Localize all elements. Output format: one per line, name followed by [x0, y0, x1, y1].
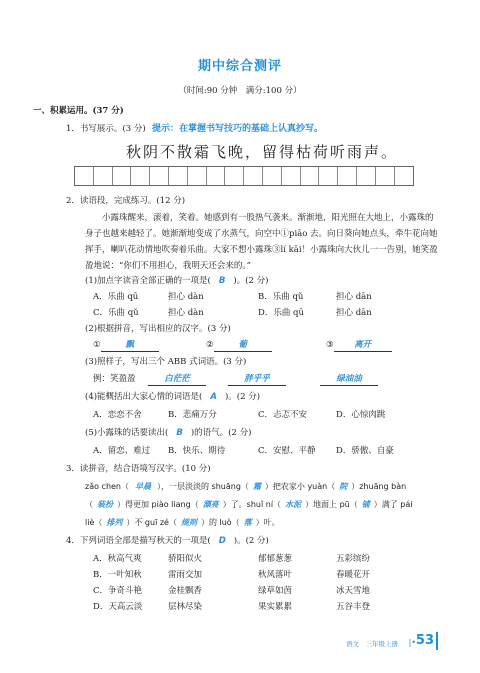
page-accent-bar — [436, 632, 438, 650]
q4-option-cell: 金桂飘香 — [168, 586, 203, 596]
q4-option-cell: 雷雨交加 — [168, 570, 203, 580]
grid-cell[interactable] — [207, 167, 226, 185]
grid-cell[interactable] — [169, 167, 188, 185]
grid-cell[interactable] — [301, 167, 320, 185]
q4-option-cell: 五彩缤纷 — [336, 554, 371, 564]
grid-cell[interactable] — [319, 167, 338, 185]
q3-line-2: （ 装扮 ）得更加 piào liang（ 漂亮 ）了。shuǐ ní（ 水泥 ）地面上 pū（ 铺 ）满了 pái — [85, 500, 413, 509]
option-c-2: 担心 dàn — [168, 308, 204, 318]
option-b: B．乐曲 qǔ — [258, 292, 304, 302]
grid-cell[interactable] — [395, 167, 414, 185]
question-4-label: 4．下列词语全部是描写秋天的一项是( D )。(2 分) — [66, 536, 269, 546]
abb-answer-2: 胖乎乎 — [228, 374, 286, 386]
grid-cell[interactable] — [338, 167, 357, 185]
q4-option-cell: 果实累累 — [258, 602, 293, 612]
q2-4-option-b: B．悲痛万分 — [168, 410, 217, 420]
q3-line-1: zǎo chen（ 早晨 ），一层淡淡的 shuāng（ 霜 ）把农家小 yuàn（ 院 ）zhuāng bàn — [85, 482, 407, 491]
question-3-label: 3．读拼音，结合语境写汉字。(10 分) — [66, 464, 211, 474]
q4-option-cell: D．天高云淡 — [93, 602, 143, 612]
page-number: 53 — [415, 633, 434, 648]
q2-4-answer: A — [210, 392, 217, 402]
q2-3-question: (3)照样子，写出三个 ABB 式词语。(3 分) — [85, 357, 247, 367]
grid-cell[interactable] — [75, 167, 94, 185]
grid-cell[interactable] — [150, 167, 169, 185]
option-c: C．乐曲 qǔ — [93, 308, 139, 318]
option-b-2: 担心 dān — [336, 292, 372, 302]
option-a-2: 担心 dàn — [168, 292, 204, 302]
grid-cell[interactable] — [225, 167, 244, 185]
option-d-2: 担心 dān — [336, 308, 372, 318]
q2-5-option-b: B．快乐、期待 — [168, 446, 226, 456]
q2-4-option-d: D．心惊肉跳 — [336, 410, 386, 420]
q4-option-cell: B．一叶知秋 — [93, 570, 142, 580]
q2-2-item-3: ③ 离开 — [326, 340, 392, 352]
test-subtitle: （时间:90 分钟 满分:100 分） — [178, 86, 302, 96]
abb-answer-3: 绿油油 — [320, 374, 378, 386]
q4-option-cell: C．争奇斗艳 — [93, 586, 143, 596]
q4-option-cell: 层林尽染 — [168, 602, 203, 612]
q2-5-option-d: D．骄傲、自豪 — [336, 446, 394, 456]
grid-cell[interactable] — [244, 167, 263, 185]
footer-divider-icon: |• — [408, 638, 416, 647]
footer-subject: 语文 三年级上册 — [346, 640, 398, 648]
q4-option-cell: 春暖花开 — [336, 570, 371, 580]
q2-4-question: (4)能概括出大家心情的词语是( A )。(2 分) — [85, 392, 261, 402]
q4-option-cell: 郁郁葱葱 — [258, 554, 293, 564]
q2-5-option-a: A．留恋、难过 — [93, 446, 151, 456]
grid-cell[interactable] — [131, 167, 150, 185]
q2-1-question: (1)加点字读音全部正确的一项是( B )。(2 分) — [85, 276, 269, 286]
grid-cell[interactable] — [357, 167, 376, 185]
q4-option-cell: 秋风落叶 — [258, 570, 293, 580]
q4-option-cell: 五谷丰登 — [336, 602, 371, 612]
q4-option-cell: 冰天雪地 — [336, 586, 371, 596]
grid-cell[interactable] — [113, 167, 132, 185]
q2-2-question: (2)根据拼音，写出相应的汉字。(3 分) — [85, 324, 231, 334]
grid-cell[interactable] — [282, 167, 301, 185]
q4-option-cell: 骄阳似火 — [168, 554, 203, 564]
option-d: D．乐曲 qū — [258, 308, 304, 318]
q2-2-item-2: ② 葡 — [206, 340, 272, 352]
grid-cell[interactable] — [376, 167, 395, 185]
q2-4-option-c: C．忐忑不安 — [258, 410, 308, 420]
reading-passage: 小露珠醒来，滚着，笑着。她感到有一股热气袭来。渐渐地，阳光照在大地上，小露珠的身子也越来越轻了。她渐渐地变成了水蒸气，向空中①piāo 去。向日葵向她点头，牵牛花向她挥手，喇叭花动情地吹奏着乐曲。大家不想小露珠③lí kāi！小露珠向大伙儿一一告别，她笑盈盈地说：“你们不用担心，我明天还会来的。” — [85, 213, 438, 271]
q4-answer: D — [218, 536, 226, 546]
q2-4-option-a: A．恋恋不舍 — [93, 410, 142, 420]
q3-line-3: liè（ 排列 ）不 guī zé（ 规则 ）的 luò（ 落 ）叶。 — [85, 518, 280, 527]
grid-cell[interactable] — [263, 167, 282, 185]
copy-sentence: 秋阴不散霜飞晚，留得枯荷听雨声。 — [126, 143, 399, 161]
q4-option-cell: A．秋高气爽 — [93, 554, 142, 564]
q2-5-question: (5)小露珠的话要读出( B )的语气。(2 分) — [85, 428, 252, 438]
grid-cell[interactable] — [94, 167, 113, 185]
question-2-label: 2．读语段，完成练习。(12 分) — [66, 196, 186, 206]
q4-option-cell: 绿草如茵 — [258, 586, 293, 596]
grid-cell[interactable] — [188, 167, 207, 185]
q2-5-option-c: C．安慰、平静 — [258, 446, 316, 456]
page-title: 期中综合测评 — [197, 59, 282, 74]
question-1-hint: 提示：在掌握书写技巧的基础上认真抄写。 — [152, 124, 324, 134]
abb-answer-1: 白茫茫 — [148, 374, 206, 386]
section-heading: 一、积累运用。(37 分) — [33, 106, 124, 116]
writing-grid[interactable] — [74, 166, 414, 186]
question-1-label: 1．书写展示。(3 分) — [66, 124, 146, 134]
option-a: A．乐曲 qū — [93, 292, 139, 302]
q2-1-answer: B — [218, 276, 226, 286]
q2-3-example: 例：笑盈盈 — [93, 374, 136, 384]
q2-5-answer: B — [176, 428, 183, 438]
q2-2-item-1: ① 飘 — [93, 340, 159, 352]
